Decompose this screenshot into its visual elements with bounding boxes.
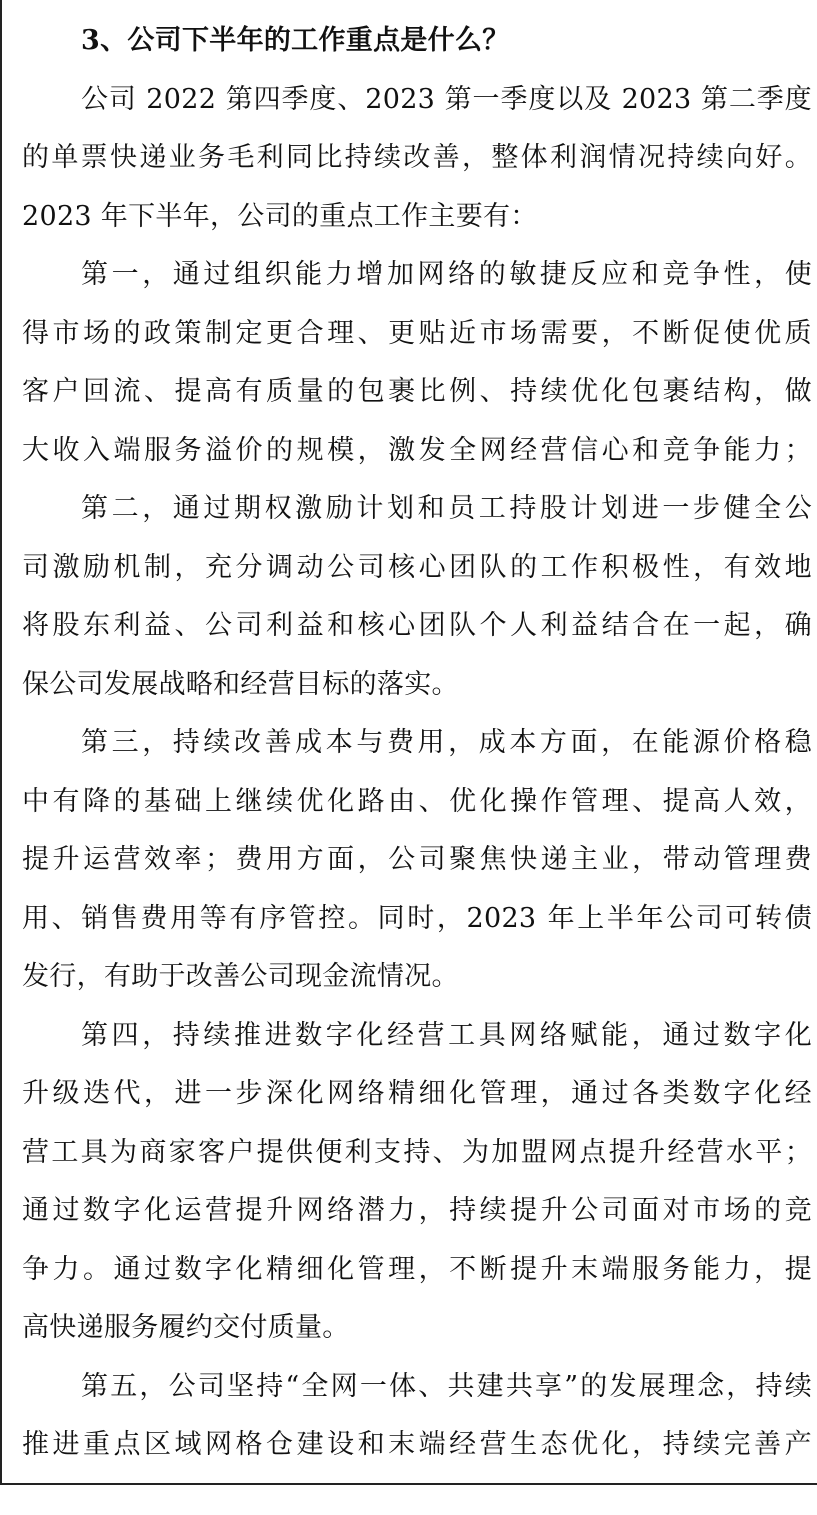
paragraph-line: 大收入端服务溢价的规模，激发全网经营信心和竞争能力； [22,434,812,466]
paragraph-line: 的单票快递业务毛利同比持续改善，整体利润情况持续向好。 [22,142,812,173]
paragraph-line: 用、销售费用等有序管控。同时，2023 年上半年公司可转债 [22,902,812,934]
paragraph-line: 提升运营效率；费用方面，公司聚焦快递主业，带动管理费 [22,844,812,875]
paragraph-line: 营工具为商家客户提供便利支持、为加盟网点提升经营水平； [22,1136,812,1168]
paragraph-line: 第二，通过期权激励计划和员工持股计划进一步健全公 [81,493,812,524]
paragraph-line: 得市场的政策制定更合理、更贴近市场需要，不断促使优质 [22,317,812,349]
paragraph-line: 2023 年下半年，公司的重点工作主要有： [22,200,538,232]
paragraph-line: 发行，有助于改善公司现金流情况。 [22,961,459,992]
paragraph-line: 中有降的基础上继续优化路由、优化操作管理、提高人效， [22,785,812,817]
paragraph-line: 公司 2022 第四季度、2023 第一季度以及 2023 第二季度 [81,83,812,115]
document-body [22,12,812,1475]
section-heading: 3、公司下半年的工作重点是什么？ [81,25,510,56]
paragraph-line: 第三，持续改善成本与费用，成本方面，在能源价格稳 [81,727,812,758]
paragraph-line: 第五，公司坚持“全网一体、共建共享”的发展理念，持续 [81,1370,812,1402]
paragraph-line: 升级迭代，进一步深化网络精细化管理，通过各类数字化经 [22,1078,812,1109]
paragraph-line: 将股东利益、公司利益和核心团队个人利益结合在一起，确 [22,610,812,641]
paragraph-line: 争力。通过数字化精细化管理，不断提升末端服务能力，提 [22,1253,812,1285]
paragraph-line: 第四，持续推进数字化经营工具网络赋能，通过数字化 [81,1019,812,1051]
paragraph-line: 通过数字化运营提升网络潜力，持续提升公司面对市场的竞 [22,1195,812,1226]
paragraph-line: 推进重点区域网格仓建设和末端经营生态优化，持续完善产 [22,1429,812,1460]
paragraph-line: 保公司发展战略和经营目标的落实。 [22,668,459,700]
paragraph-line: 第一，通过组织能力增加网络的敏捷反应和竞争性，使 [81,259,812,290]
paragraph-line: 高快递服务履约交付质量。 [22,1312,350,1343]
paragraph-line: 司激励机制，充分调动公司核心团队的工作积极性，有效地 [22,551,812,583]
paragraph-line: 客户回流、提高有质量的包裹比例、持续优化包裹结构，做 [22,376,812,407]
